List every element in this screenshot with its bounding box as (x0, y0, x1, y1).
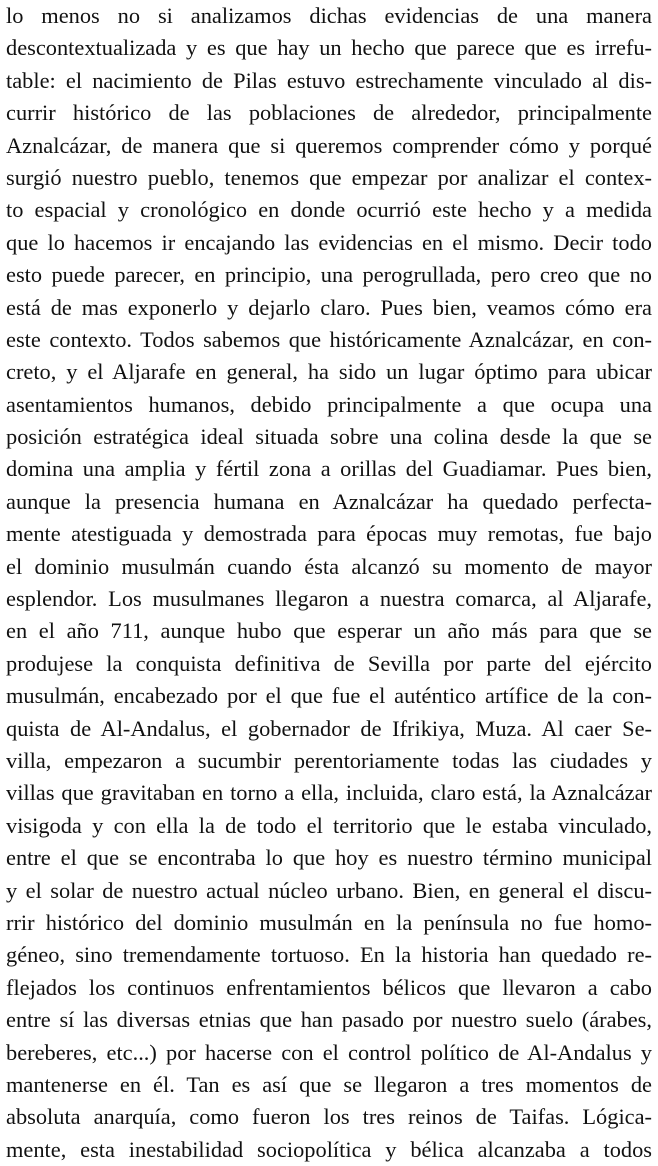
body-paragraph (6, 0, 652, 1166)
text-line: villas que gravitaban en torno a ella, incluida, claro está, la Aznalcázar (6, 780, 652, 806)
text-line: lo menos no si analizamos dichas evidencias de una manera (6, 3, 652, 28)
text-line: en el año 711, aunque hubo que esperar un año más para que se (6, 618, 652, 644)
text-line: produjese la conquista definitiva de Sevilla por parte del ejército (6, 650, 652, 676)
text-line: el dominio musulmán cuando ésta alcanzó su momento de mayor (6, 553, 652, 579)
text-line: visigoda y con ella la de todo el territorio que le estaba vinculado, (6, 812, 652, 838)
text-line: quista de Al-Andalus, el gobernador de Ifrikiya, Muza. Al caer Se- (6, 715, 652, 741)
text-line: musulmán, encabezado por el que fue el auténtico artífice de la con- (6, 683, 652, 709)
text-line: este contexto. Todos sabemos que históricamente Aznalcázar, en con- (6, 326, 652, 352)
text-line: rrir histórico del dominio musulmán en la península no fue homo- (6, 909, 652, 935)
text-line: géneo, sino tremendamente tortuoso. En la historia han quedado re- (6, 942, 652, 968)
text-line: flejados los continuos enfrentamientos bélicos que llevaron a cabo (6, 974, 652, 1000)
text-line: villa, empezaron a sucumbir perentoriamente todas las ciudades y (6, 747, 652, 773)
text-line: entre sí las diversas etnias que han pasado por nuestro suelo (árabes, (6, 1007, 652, 1033)
text-line: aunque la presencia humana en Aznalcázar ha quedado perfecta- (6, 488, 652, 514)
text-line: to espacial y cronológico en donde ocurrió este hecho y a medida (6, 197, 652, 223)
text-line: creto, y el Aljarafe en general, ha sido un lugar óptimo para ubicar (6, 359, 652, 385)
text-line: entre el que se encontraba lo que hoy es nuestro término municipal (6, 845, 652, 871)
text-line: table: el nacimiento de Pilas estuvo estrechamente vinculado al dis- (6, 67, 652, 93)
text-line: posición estratégica ideal situada sobre una colina desde la que se (6, 424, 652, 450)
text-line: esto puede parecer, en principio, una perogrullada, pero creo que no (6, 262, 652, 288)
text-line: descontextualizada y es que hay un hecho que parece que es irrefu- (6, 35, 652, 61)
text-line: Aznalcázar, de manera que si queremos comprender cómo y porqué (6, 132, 652, 158)
text-line: que lo hacemos ir encajando las evidencias en el mismo. Decir todo (6, 229, 652, 255)
text-line: está de mas exponerlo y dejarlo claro. Pues bien, veamos cómo era (6, 294, 652, 320)
document-page (6, 0, 652, 1166)
text-line: absoluta anarquía, como fueron los tres reinos de Taifas. Lógica- (6, 1104, 652, 1130)
text-line: currir histórico de las poblaciones de alrededor, principalmente (6, 100, 652, 126)
text-line: domina una amplia y fértil zona a orillas del Guadiamar. Pues bien, (6, 456, 652, 482)
text-line: surgió nuestro pueblo, tenemos que empezar por analizar el contex- (6, 164, 652, 190)
text-line: mente atestiguada y demostrada para épocas muy remotas, fue bajo (6, 521, 652, 547)
text-line: bereberes, etc...) por hacerse con el control político de Al-Andalus y (6, 1039, 652, 1065)
text-line: y el solar de nuestro actual núcleo urbano. Bien, en general el discu- (6, 877, 652, 903)
text-line: mantenerse en él. Tan es así que se llegaron a tres momentos de (6, 1071, 652, 1097)
text-line: esplendor. Los musulmanes llegaron a nuestra comarca, al Aljarafe, (6, 586, 652, 612)
text-line: asentamientos humanos, debido principalmente a que ocupa una (6, 391, 652, 417)
text-line: mente, esta inestabilidad sociopolítica y bélica alcanzaba a todos (6, 1136, 652, 1162)
